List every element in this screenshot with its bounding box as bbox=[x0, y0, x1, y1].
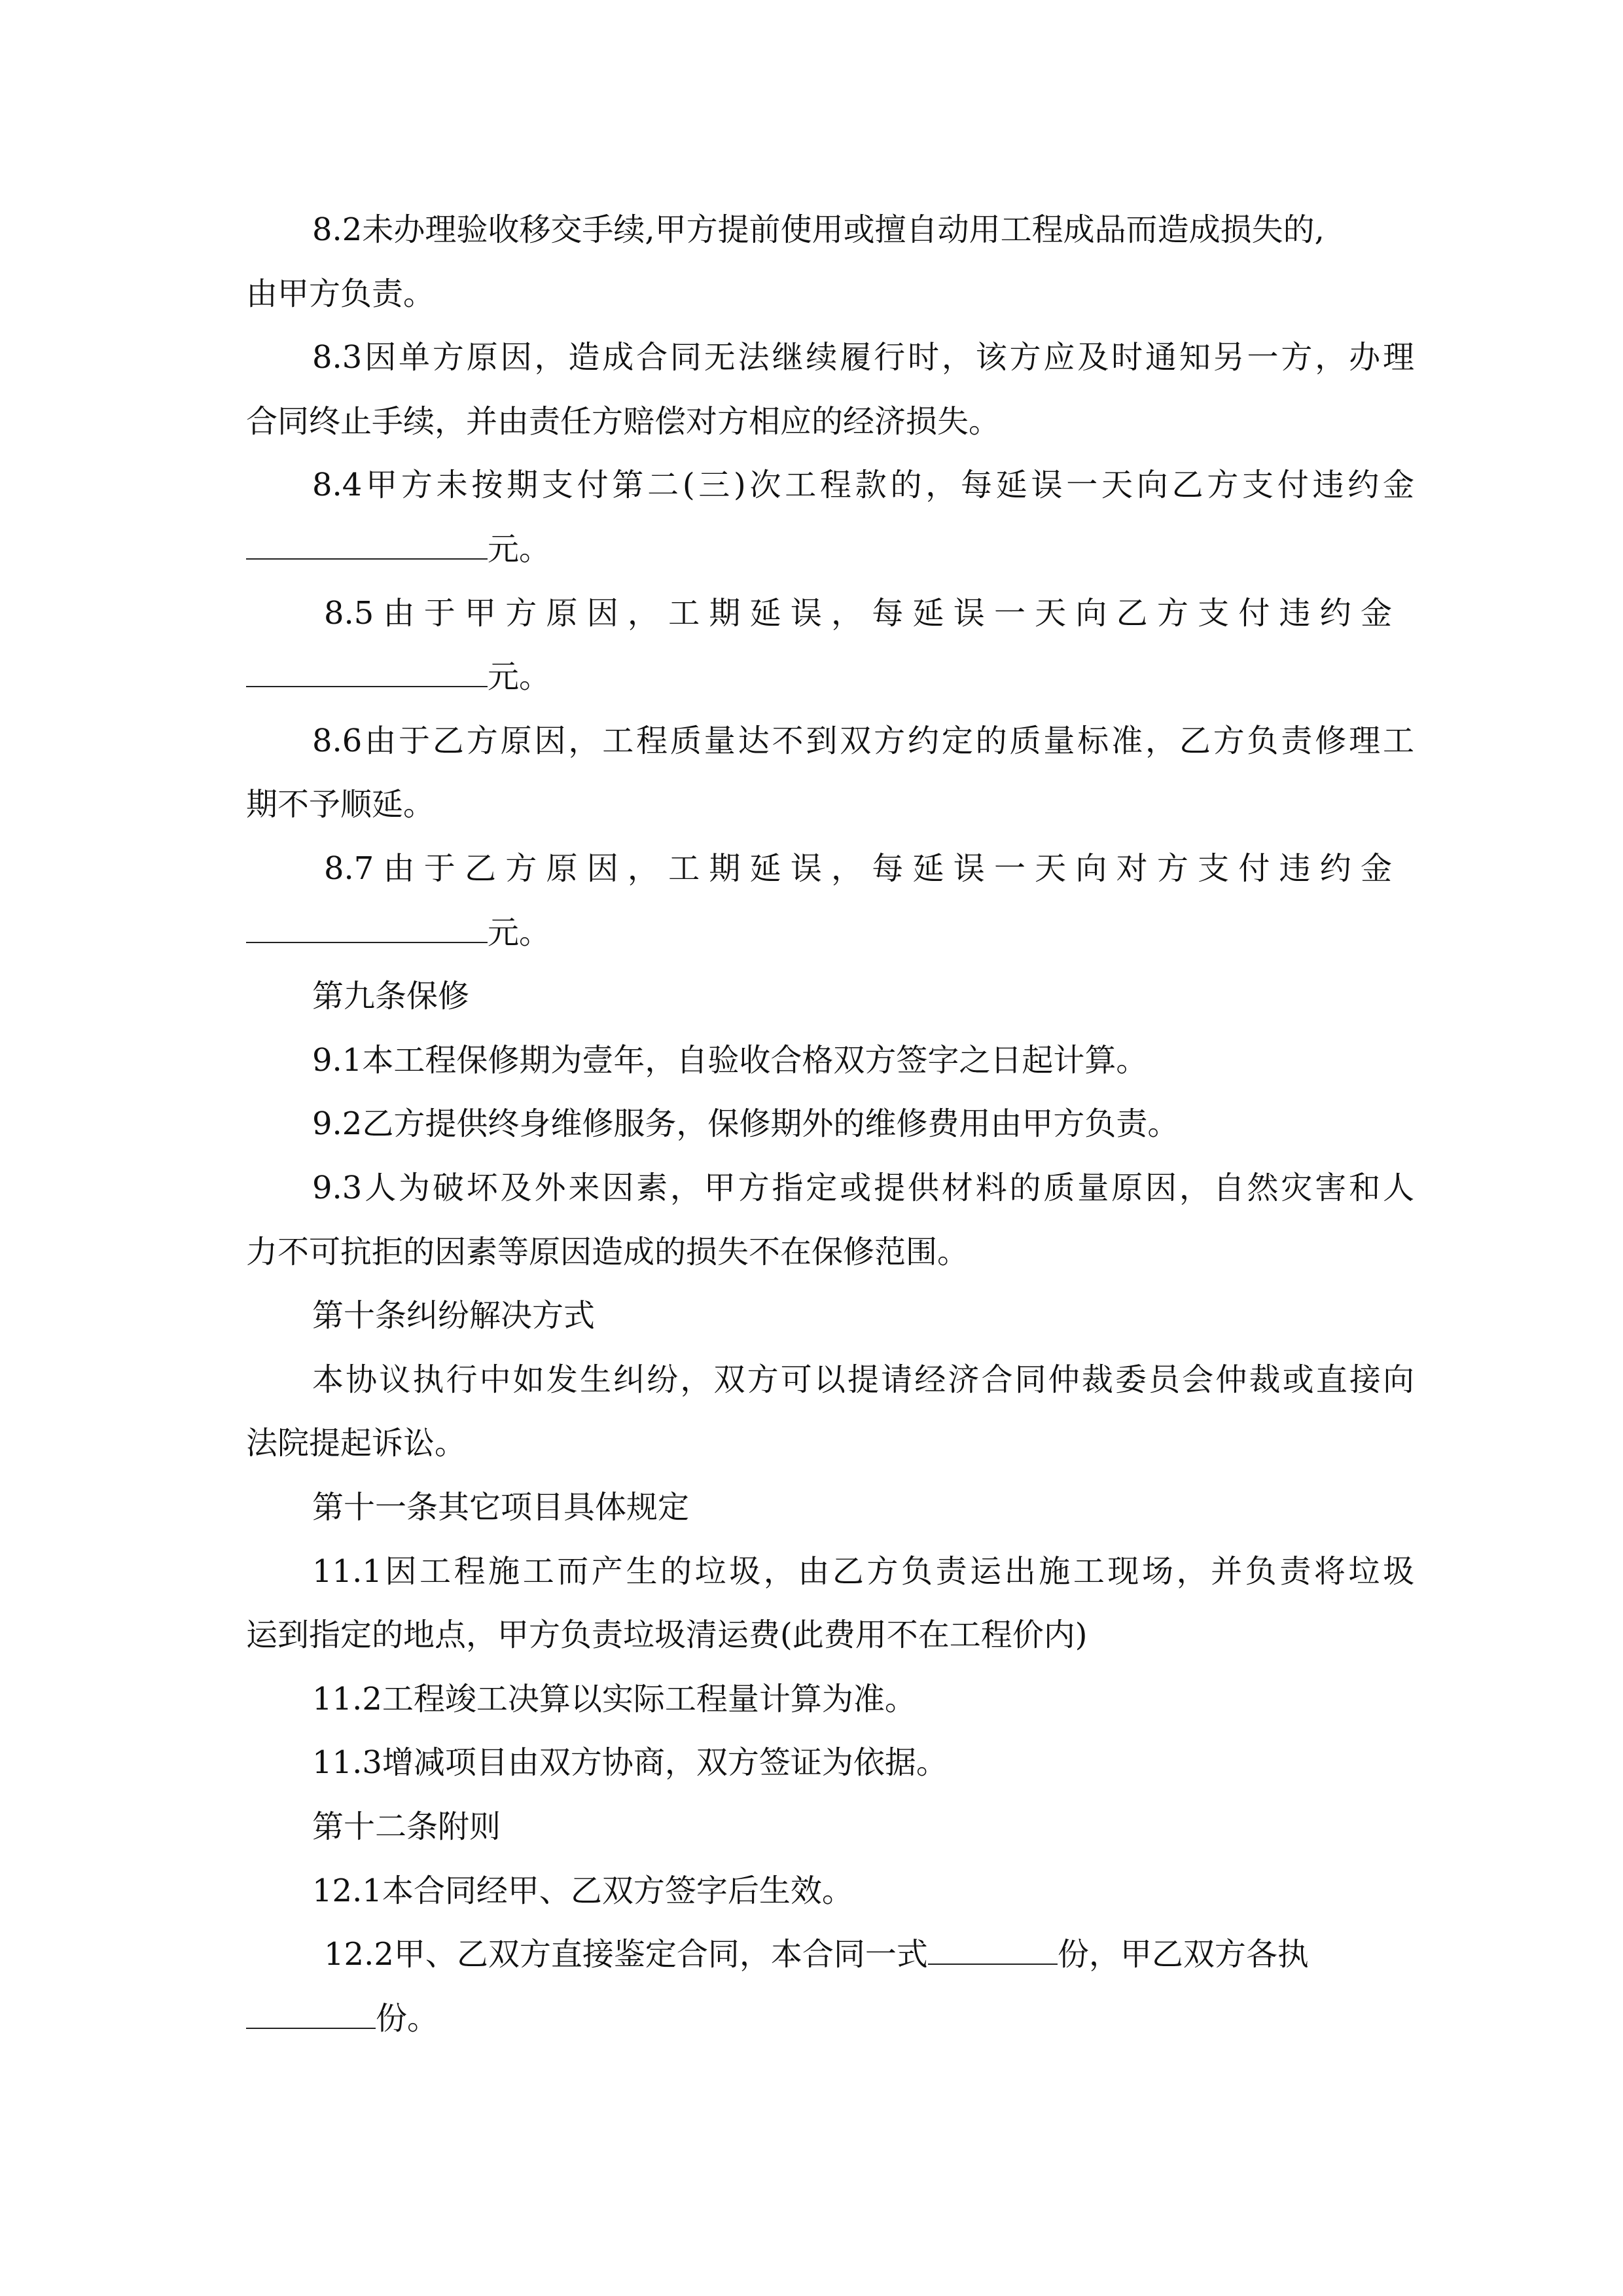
copies-blank bbox=[928, 1935, 1058, 1965]
article-10-line-1: 本协议执行中如发生纠纷，双方可以提请经济合同仲裁委员会仲裁或直接向 bbox=[312, 1361, 1414, 1398]
unit-text: 元。 bbox=[488, 531, 551, 567]
clause-11-3: 11.3增减项目由双方协商，双方签证为依据。 bbox=[312, 1744, 948, 1781]
amount-blank bbox=[246, 529, 488, 560]
clause-8-4-line-2 bbox=[246, 529, 550, 569]
unit-text: 元。 bbox=[488, 658, 551, 695]
copies-blank bbox=[246, 1999, 376, 2029]
clause-8-6-line-2: 期不予顺延。 bbox=[246, 786, 435, 823]
clause-8-5-line-2 bbox=[246, 657, 550, 696]
clause-8-2-line-2: 由甲方负责。 bbox=[246, 276, 435, 312]
clause-text: 12.2甲、乙双方直接鉴定合同，本合同一式 bbox=[324, 1936, 928, 1973]
clause-text-continued: 份，甲乙双方各执 bbox=[1057, 1936, 1309, 1973]
clause-12-2-line-2 bbox=[246, 1999, 438, 2038]
article-11-heading: 第十一条其它项目具体规定 bbox=[312, 1489, 690, 1526]
article-12-heading: 第十二条附则 bbox=[312, 1808, 501, 1845]
article-10-line-2: 法院提起诉讼。 bbox=[246, 1425, 467, 1462]
amount-blank bbox=[246, 913, 488, 943]
clause-8-4-line-1: 8.4甲方未按期支付第二(三)次工程款的，每延误一天向乙方支付违约金 bbox=[312, 467, 1414, 503]
clause-9-3-line-1: 9.3人为破坏及外来因素，甲方指定或提供材料的质量原因，自然灾害和人 bbox=[312, 1170, 1414, 1206]
clause-8-3-line-1: 8.3因单方原因，造成合同无法继续履行时，该方应及时通知另一方，办理 bbox=[312, 339, 1414, 376]
clause-8-7-line-2 bbox=[246, 913, 550, 952]
unit-text: 份。 bbox=[376, 2000, 439, 2037]
clause-8-7-line-1: 8.7由于乙方原因，工期延误，每延误一天向对方支付违约金 bbox=[324, 850, 1392, 887]
amount-blank bbox=[246, 657, 488, 687]
clause-9-3-line-2: 力不可抗拒的因素等原因造成的损失不在保修范围。 bbox=[246, 1234, 969, 1270]
article-10-heading: 第十条纠纷解决方式 bbox=[312, 1297, 596, 1334]
article-9-heading: 第九条保修 bbox=[312, 978, 470, 1014]
clause-8-6-line-1: 8.6由于乙方原因，工程质量达不到双方约定的质量标准，乙方负责修理工 bbox=[312, 723, 1414, 759]
clause-11-2: 11.2工程竣工决算以实际工程量计算为准。 bbox=[312, 1681, 916, 1717]
clause-8-5-line-1: 8.5由于甲方原因，工期延误，每延误一天向乙方支付违约金 bbox=[324, 595, 1392, 632]
unit-text: 元。 bbox=[488, 914, 551, 951]
clause-12-1: 12.1本合同经甲、乙双方签字后生效。 bbox=[312, 1873, 853, 1909]
clause-9-1: 9.1本工程保修期为壹年，自验收合格双方签字之日起计算。 bbox=[312, 1042, 1148, 1079]
clause-11-1-line-2: 运到指定的地点，甲方负责垃圾清运费(此费用不在工程价内) bbox=[246, 1617, 1088, 1653]
clause-8-2-line-1: 8.2未办理验收移交手续,甲方提前使用或擅自动用工程成品而造成损失的, bbox=[312, 211, 1325, 248]
clause-11-1-line-1: 11.1因工程施工而产生的垃圾，由乙方负责运出施工现场，并负责将垃圾 bbox=[312, 1553, 1414, 1590]
clause-8-3-line-2: 合同终止手续，并由责任方赔偿对方相应的经济损失。 bbox=[246, 403, 1001, 440]
clause-12-2-line-1 bbox=[324, 1935, 1309, 1974]
clause-9-2: 9.2乙方提供终身维修服务，保修期外的维修费用由甲方负责。 bbox=[312, 1105, 1179, 1142]
